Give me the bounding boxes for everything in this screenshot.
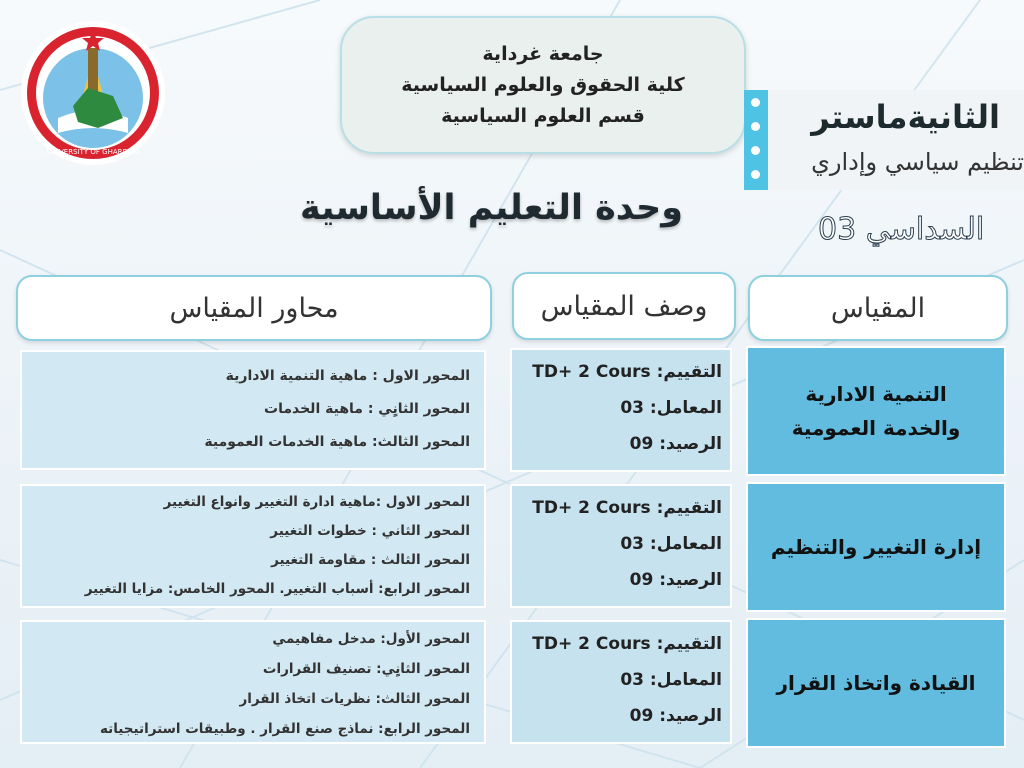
program-title: الثانيةماستر [811,98,1000,136]
axis-item: المحور الثالث: ماهية الخدمات العمومية [204,434,470,450]
description-column-header: وصف المقياس [512,272,736,340]
module-name-line: إدارة التغيير والتنظيم [770,535,982,559]
program-subtitle: تنظيم سياسي وإداري [811,148,1024,176]
axis-item: المحور الاول : ماهية التنمية الادارية [225,368,470,384]
credit-text: الرصيد: 09 [629,570,722,590]
coefficient-text: المعامل: 03 [620,534,722,554]
axis-item: المحور الثالث: نظريات اتخاذ القرار [239,691,470,707]
module-name-line: القيادة واتخاذ القرار [776,671,976,695]
description-cell [510,348,732,472]
axes-column-header: محاور المقياس [16,275,492,341]
dot-icon [751,170,760,179]
axis-item: المحور الأول: مدخل مفاهيمي [272,631,470,647]
axis-item: المحور الثالث : مقاومة التغيير [271,552,470,568]
axis-item: المحور الثانٍي : ماهية الخدمات [264,401,470,417]
evaluation-text: التقييم: TD+ 2 Cours [532,634,722,654]
evaluation-text: التقييم: TD+ 2 Cours [532,362,722,382]
university-name: جامعة غرداية [482,42,604,65]
accent-bar [744,90,768,190]
axis-item: المحور الرابع: نماذج صنع القرار . وطبيقات استراتيجياته [99,721,470,737]
module-name-line: والخدمة العمومية [791,416,961,440]
axes-cell [20,620,486,744]
module-name-line: التنمية الادارية [805,382,947,406]
axis-item: المحور الثانٍي: تصنيف القرارات [262,661,470,677]
module-cell [746,482,1006,612]
dot-icon [751,146,760,155]
dot-icon [751,122,760,131]
credit-text: الرصيد: 09 [629,706,722,726]
axis-item: المحور الرابع: أسباب التغيير. المحور الخامس: مزايا التغيير [84,581,470,597]
axis-item: المحور الثاني : خطوات التغيير [270,523,470,539]
department-name: قسم العلوم السياسية [441,104,645,127]
module-cell [746,346,1006,476]
faculty-name: كلية الحقوق والعلوم السياسية [401,73,685,96]
axes-cell [20,484,486,608]
evaluation-text: التقييم: TD+ 2 Cours [532,498,722,518]
coefficient-text: المعامل: 03 [620,398,722,418]
module-cell [746,618,1006,748]
axis-item: المحور الاول :ماهية ادارة التغيير وانواع التغيير [163,494,470,510]
axes-cell [20,350,486,470]
semester-label: السداسي 03 [818,212,985,247]
coefficient-text: المعامل: 03 [620,670,722,690]
program-label [768,90,1024,190]
description-cell [510,484,732,608]
description-cell [510,620,732,744]
institution-header [340,16,746,154]
dot-icon [751,98,760,107]
university-logo [18,18,168,168]
module-column-header: المقياس [748,275,1008,341]
logo-english-text: UNIVERSITY OF GHARDAIA [46,148,140,156]
unit-title: وحدة التعليم الأساسية [300,188,683,228]
credit-text: الرصيد: 09 [629,434,722,454]
